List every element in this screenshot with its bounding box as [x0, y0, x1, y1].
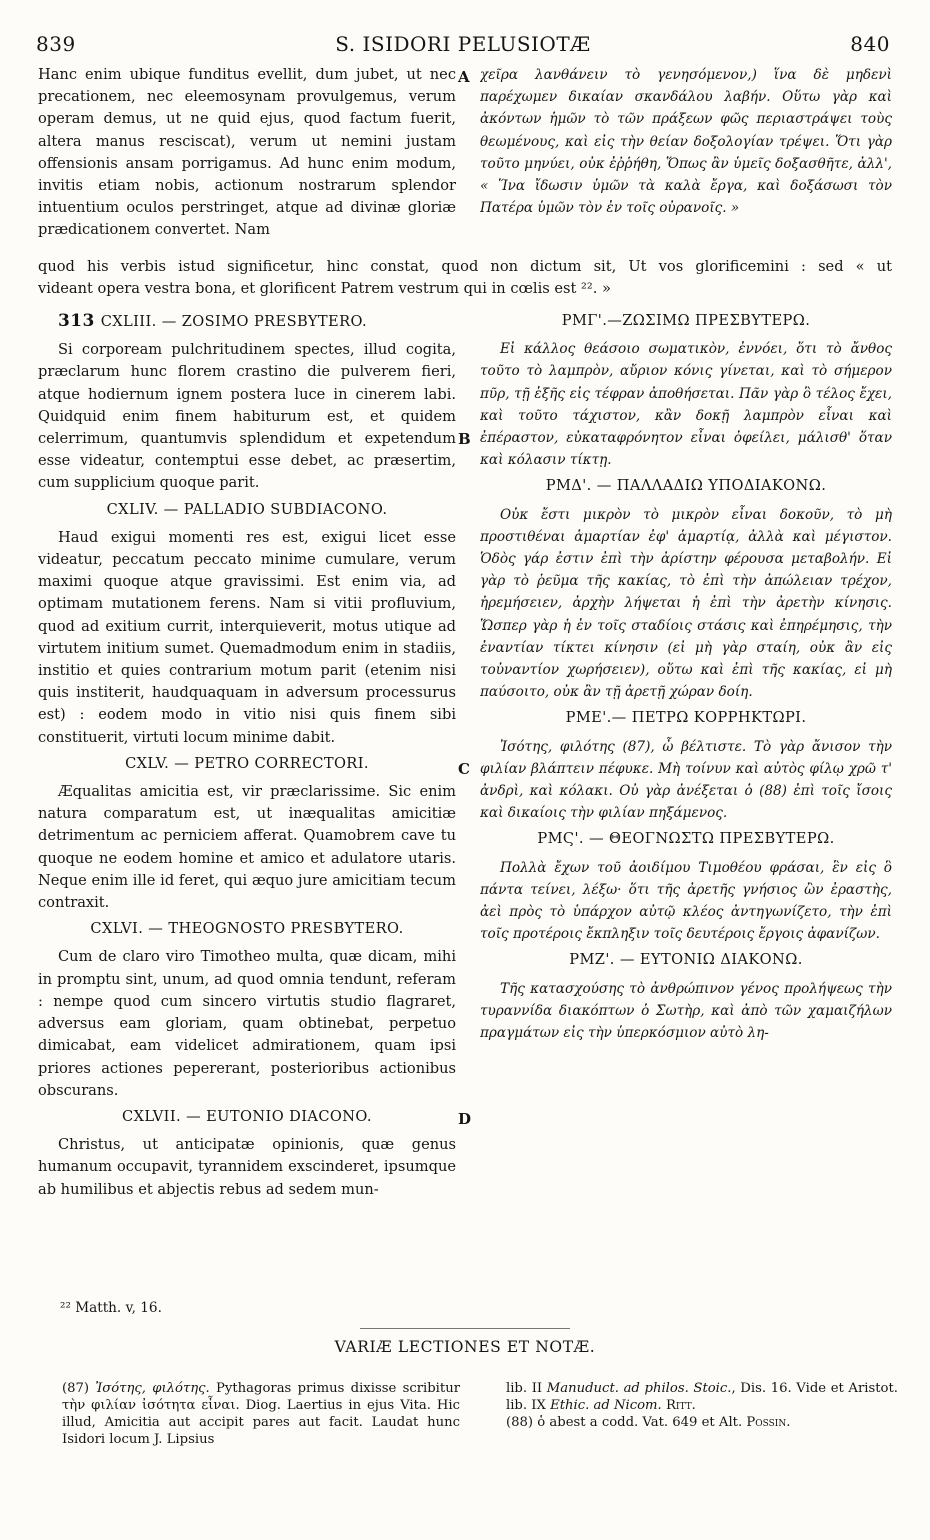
letter-heading: 313 CXLIII. — ZOSIMO PRESBYTERO.: [58, 311, 368, 331]
letter-text: Cum de claro viro Timotheo multa, quæ dicam, mihi in promptu sint, unum, ad quod omnia tendunt, referam : nempe quod cum sincero virtutis studio flagraret, adversus eam gloriam, quam obtinebat, perpetuo dimicabat, eam videlicet admirationem, quam ipsi priores actiones pepererant, posterioribus actionibus obscurans.: [38, 948, 456, 1099]
greek-letters-column: [480, 306, 892, 1296]
column-number: 313: [58, 311, 95, 331]
note-87-ref: (87): [62, 1381, 90, 1396]
letter-text: Haud exigui momenti res est, exigui licet esse videatur, peccatum peccato minime cumulare, verum maximi quoque atque gravissimi. Est enim via, ad optimam mutationem ferens. Nam si vitii profluvium, quod ad exitium currit, interquieverit, motus utique ad virtutem initium sumet. Quemadmodum enim in stadiis, institio et quies contrarium motum parit (etenim nisi quis institerit, haudquaquam in adversum processurus est) : eodem modo in vitio nisi quis finem sibi constituerit, virtuti locum minime dabit.: [38, 528, 456, 746]
divider: [360, 1328, 570, 1329]
right-page-number: 840: [850, 32, 890, 56]
greek-intro: χεῖρα λανθάνειν τὸ γενησόμενον,) ἵνα δὲ μηδενὶ παρέχωμεν δικαίαν σκανδάλου λαβήν. Οὕτω γὰρ καὶ ἀκόντων ἡμῶν τὸ τῶν πράξεων φῶς περιαστράψει τοὺς θεωμένους, καὶ εἰς τὴν θείαν δοξολογίαν τρέψει. Ὅτι γὰρ τοῦτο μηνύει, οὐκ ἐῤῥήθη, Ὅπως ἂν ὑμεῖς δοξασθῆτε, ἀλλ', « Ἵνα ἴδωσιν ὑμῶν τὰ καλὰ ἔργα, καὶ δοξάσωσι τὸν Πατέρα ὑμῶν τὸν ἐν τοῖς οὐρανοῖς. »: [480, 67, 892, 217]
running-title: S. ISIDORI PELUSIOTÆ: [335, 32, 591, 56]
letter-text: Τῆς κατασχούσης τὸ ἀνθρώπινον γένος προλήψεως τὴν τυραννίδα διακόπτων ὁ Σωτὴρ, καὶ ἀπὸ τῶν χαμαιζήλων πραγμάτων εἰς τὴν ὑπερκόσμιον αὐτὸ λη-: [480, 980, 892, 1042]
greek-intro-column: [480, 64, 892, 256]
letter-heading: CXLVII. — EUTONIO DIACONO.: [122, 1107, 372, 1125]
notes-left-column: [62, 1380, 460, 1448]
spanning-line: videant opera vestra bona, et glorificent Patrem vestrum qui in cœlis est ²². »: [38, 280, 611, 297]
letter-text: Æqualitas amicitia est, vir præclarissime. Sic enim natura comparatum est, ut inæqualitas amicitiæ detrimentum ac perniciem afferat. Quamobrem cave tu quoque ne eodem homine et amico et adulatore utaris. Neque enim ille id feret, qui æquo jure amicitiam tecum contraxit.: [38, 783, 456, 912]
letter-text: Πολλὰ ἔχων τοῦ ἀοιδίμου Τιμοθέου φράσαι, ἓν εἰς ὃ πάντα τείνει, λέξω· ὅτι τῆς ἀρετῆς γνήσιος ὢν ἐραστὴς, ἀεὶ πρὸς τὸ ὑπάρχον αὐτῷ κλέος ἀντηγωνίζετο, τὴν ἐπὶ τοῖς προτέροις ἔκπληξιν τοῖς δευτέροις ἔργοις ἀφανίζων.: [480, 859, 892, 943]
letter-text: Ἰσότης, φιλότης (87), ὦ βέλτιστε. Τὸ γὰρ ἄνισον τὴν φιλίαν βλάπτειν πέφυκε. Μὴ τοίνυν καὶ αὐτὸς φίλῳ χρῶ τ' ἀνδρὶ, καὶ κόλακι. Οὐ γὰρ ἀνέξεται ὁ (88) ἐπὶ τοῖς ἴσοις καὶ δικαίοις τὴν φιλίαν πηξάμενος.: [480, 738, 892, 822]
letter-text: Si corpoream pulchritudinem spectes, illud cogita, præclarum hunc florem crastino die pulverem fieri, atque hodiernum ignem postera luce in cinerem labi. Quidquid enim finem habiturum est, et quidem celerrimum, quantumvis splendidum et expetendum esse videatur, contemptui esse debet, ac præsertim, cum supplicium quoque parit.: [38, 341, 456, 492]
letter-heading: ΡΜΔ'. — ΠΑΛΛΑΔΙΩ ΥΠΟΔΙΑΚΟΝΩ.: [545, 477, 827, 495]
letter-heading: CXLV. — PETRO CORRECTORI.: [125, 754, 369, 772]
left-page-number: 839: [36, 32, 76, 56]
letter-text: Οὐκ ἔστι μικρὸν τὸ μικρὸν εἶναι δοκοῦν, τὸ μὴ προστιθέναι ἁμαρτίαν ἐφ' ἁμαρτίᾳ, ἀλλὰ καὶ μέγιστον. Ὁδὸς γάρ ἐστιν ἐπὶ τὴν ἀρίστην φέρουσα μεταβολήν. Εἰ γὰρ τὸ ῥεῦμα τῆς κακίας, τὸ ἐπὶ τὴν ἀπώλειαν τρέχον, ἠρεμήσειεν, ἀρχὴν λήψεται ἡ ἐπὶ τὴν ἀρετὴν κίνησις. Ὥσπερ γὰρ ἡ ἐν τοῖς σταδίοις στάσις καὶ ἐπηρέμησις, τὴν ἐναντίαν τίκτει κίνησιν (εἰ μὴ γὰρ σταίη, οὐκ ἂν εἰς τοὐναντίον χωρήσειεν), οὕτω καὶ ἐπὶ τῆς κακίας, εἰ μὴ παύσοιτο, οὐκ ἂν τῇ ἀρετῇ χώραν δοίη.: [480, 506, 892, 701]
letter-heading: ΡΜΓ'.—ΖΩΣΙΜΩ ΠΡΕΣΒΥΤΕΡΩ.: [561, 312, 811, 329]
spanning-line: quod his verbis istud significetur, hinc constat, quod non dictum sit, Ut vos glorificemini : sed « ut: [38, 258, 892, 275]
note-87-lemma: Ἰσότης, φιλότης.: [95, 1381, 210, 1396]
letter-text: Εἰ κάλλος θεάσοιο σωματικὸν, ἐννόει, ὅτι τὸ ἄνθος τοῦτο τὸ λαμπρὸν, αὔριον κόνις γίνεται, καὶ τὸ σήμερον πῦρ, τῇ ἑξῆς εἰς τέφραν ἀποθήσεται. Πᾶν γὰρ ὃ τέλος ἔχει, καὶ τοῦτο τάχιστον, κἂν δοκῇ λαμπρὸν εἶναι καὶ ἐπέραστον, εὐκαταφρόνητον εἶναι ὀφείλει, μάλισθ' ὅταν καὶ κόλασιν τίκτῃ.: [480, 341, 892, 469]
letter-heading: CXLIV. — PALLADIO SUBDIACONO.: [106, 500, 388, 518]
latin-letters-column: [38, 306, 456, 1296]
latin-intro-column: [38, 64, 456, 256]
scripture-footnote: ²² Matth. v, 16.: [60, 1300, 162, 1316]
note-88: (88) ὁ abest a codd. Vat. 649 et Alt. Possin.: [506, 1415, 791, 1430]
section-marker-b: B: [458, 430, 471, 448]
letter-heading: ΡΜΕ'.— ΠΕΤΡΩ ΚΟΡΡΗΚΤΩΡΙ.: [565, 709, 807, 727]
letter-heading: ΡΜϚ'. — ΘΕΟΓΝΩΣΤΩ ΠΡΕΣΒΥΤΕΡΩ.: [537, 830, 835, 848]
running-header: [36, 32, 890, 62]
notes-right-column: [506, 1380, 898, 1431]
letter-text: Christus, ut anticipatæ opinionis, quæ genus humanum occupavit, tyrannidem exscinderet, ipsumque ab humilibus et abjectis rebus ad sedem mun-: [38, 1136, 456, 1198]
section-marker-d: D: [458, 1110, 472, 1128]
section-marker-a: A: [458, 68, 470, 86]
latin-intro: Hanc enim ubique funditus evellit, dum jubet, ut nec precationem, nec eleemosynam provulgemus, verum operam demus, ut ne quid ejus, quod factum fuerit, altera manus resciscat), verum ut nemini justam offensionis ansam porrigamus. Ad hunc enim modum, invitis etiam nobis, actionum nostrarum splendor intuentium oculos perstringet, atque ad divinæ gloriæ prædicationem convertet. Nam: [38, 66, 456, 239]
notes-title: VARIÆ LECTIONES ET NOTÆ.: [334, 1338, 596, 1356]
letter-heading: ΡΜΖ'. — ΕΥΤΟΝΙΩ ΔΙΑΚΟΝΩ.: [569, 951, 803, 969]
section-marker-c: C: [458, 760, 470, 778]
note-87-continued: lib. II Manuduct. ad philos. Stoic., Dis. 16. Vide et Aristot. lib. IX Ethic. ad Nicom. Ritt.: [506, 1381, 898, 1413]
note-87-text: Pythagoras primus dixisse scribitur τὴν φιλίαν ἰσότητα εἶναι. Diog. Laertius in ejus Vita. Hic illud, Amicitia aut accipit pares aut facit. Laudat hunc Isidori locum J. Lipsius: [62, 1381, 460, 1447]
letter-heading: CXLVI. — THEOGNOSTO PRESBYTERO.: [90, 920, 404, 938]
